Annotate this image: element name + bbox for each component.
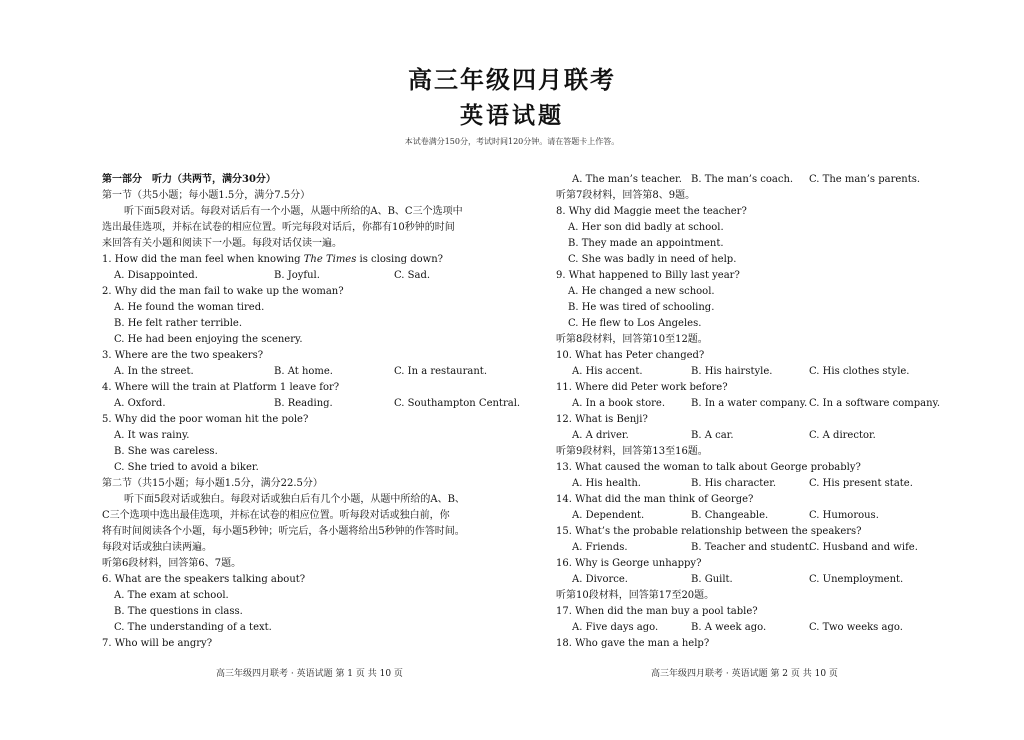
question-15-stem: 15. What’s the probable relationship between the speakers? [556, 526, 862, 537]
option-a: A. Five days ago. [572, 622, 659, 633]
option-b: B. Joyful. [274, 270, 320, 281]
question-7-options [556, 172, 946, 188]
option-c: C. In a software company. [809, 398, 941, 409]
question-2-stem: 2. Why did the man fail to wake up the woman? [102, 286, 344, 297]
option-b: B. He felt rather terrible. [114, 318, 243, 329]
option-b: B. They made an appointment. [568, 238, 724, 249]
exam-title: 高三年级四月联考 [408, 65, 616, 94]
left-column [102, 172, 521, 652]
option-c: C. Southampton Central. [394, 398, 521, 409]
section2-heading: 第二节（共15小题；每小题1.5分，满分22.5分） [102, 478, 323, 489]
option-a: A. In the street. [114, 366, 194, 377]
section1-instruction: 选出最佳选项，并标在试卷的相应位置。听完每段对话后，你都有10秒钟的时间 [102, 222, 455, 233]
question-17-options [556, 620, 946, 636]
option-b: B. He was tired of schooling. [568, 302, 715, 313]
material-6-heading: 听第6段材料，回答第6、7题。 [102, 558, 242, 569]
question-16-stem: 16. Why is George unhappy? [556, 558, 702, 569]
option-a: A. The man’s teacher. [572, 174, 682, 185]
option-b: B. Reading. [274, 398, 333, 409]
option-a: A. He found the woman tired. [114, 302, 265, 313]
right-column [556, 172, 946, 652]
question-8-stem: 8. Why did Maggie meet the teacher? [556, 206, 747, 217]
option-a: A. His health. [572, 478, 641, 489]
option-b: B. A car. [691, 430, 734, 441]
question-14-stem: 14. What did the man think of George? [556, 494, 754, 505]
option-c: C. His clothes style. [809, 366, 910, 377]
question-10-stem: 10. What has Peter changed? [556, 350, 705, 361]
option-a: A. He changed a new school. [568, 286, 715, 297]
question-12-options [556, 428, 946, 444]
option-c: C. Unemployment. [809, 574, 904, 585]
option-a: A. A driver. [572, 430, 629, 441]
question-9-stem: 9. What happened to Billy last year? [556, 270, 740, 281]
option-b: B. The questions in class. [114, 606, 243, 617]
option-a: A. Divorce. [572, 574, 628, 585]
question-3-options [102, 364, 512, 380]
option-c: C. Two weeks ago. [809, 622, 903, 633]
question-1-stem: 1. How did the man feel when knowing The Times is closing down? [102, 254, 443, 265]
question-17-stem: 17. When did the man buy a pool table? [556, 606, 758, 617]
exam-subtitle: 英语试题 [460, 102, 564, 129]
option-b: B. A week ago. [691, 622, 767, 633]
exam-note: 本试卷满分150分，考试时间120分钟。请在答题卡上作答。 [404, 137, 620, 146]
material-8-heading: 听第8段材料，回答第10至12题。 [556, 334, 708, 345]
option-a: A. His accent. [572, 366, 643, 377]
question-3-stem: 3. Where are the two speakers? [102, 350, 264, 361]
option-b: B. Guilt. [691, 574, 733, 585]
option-c: C. His present state. [809, 478, 913, 489]
section1-heading: 第一节（共5小题；每小题1.5分，满分7.5分） [102, 190, 311, 201]
option-b: B. Teacher and student. [691, 542, 812, 553]
section1-instruction: 来回答有关小题和阅读下一小题。每段对话仅读一遍。 [102, 238, 342, 249]
option-b: B. The man’s coach. [691, 174, 794, 185]
option-c: C. He flew to Los Angeles. [568, 318, 702, 329]
option-c: C. Humorous. [809, 510, 879, 521]
option-c: C. The man’s parents. [809, 174, 921, 185]
material-10-heading: 听第10段材料，回答第17至20题。 [556, 590, 715, 601]
question-15-options [556, 540, 946, 556]
section2-instruction: 听下面5段对话或独白。每段对话或独白后有几个小题，从题中所给的A、B、 [124, 494, 465, 505]
option-a: A. In a book store. [572, 398, 666, 409]
option-c: C. Sad. [394, 270, 431, 281]
option-a: A. Oxford. [114, 398, 166, 409]
section2-instruction: C三个选项中选出最佳选项，并标在试卷的相应位置。听每段对话或独白前，你 [102, 510, 450, 521]
question-16-options [556, 572, 946, 588]
option-a: A. It was rainy. [114, 430, 190, 441]
question-10-options [556, 364, 946, 380]
question-13-stem: 13. What caused the woman to talk about George probably? [556, 462, 861, 473]
question-18-stem: 18. Who gave the man a help? [556, 638, 710, 649]
option-b: B. His character. [691, 478, 777, 489]
option-b: B. Changeable. [691, 510, 769, 521]
question-14-options [556, 508, 946, 524]
option-a: A. Dependent. [572, 510, 645, 521]
section1-instruction: 听下面5段对话。每段对话后有一个小题，从题中所给的A、B、C三个选项中 [124, 206, 463, 217]
section2-instruction: 每段对话或独白读两遍。 [102, 542, 212, 553]
option-b: B. In a water company. [691, 398, 808, 409]
option-b: B. At home. [274, 366, 333, 377]
option-c: C. In a restaurant. [394, 366, 487, 377]
page-footer-left: 高三年级四月联考 · 英语试题 第 1 页 共 10 页 [216, 669, 403, 679]
question-4-stem: 4. Where will the train at Platform 1 leave for? [102, 382, 340, 393]
option-c: C. A director. [809, 430, 876, 441]
part-heading: 第一部分 听力（共两节，满分30分） [102, 174, 276, 185]
section2-instruction: 将有时间阅读各个小题，每小题5秒钟；听完后，各小题将给出5秒钟的作答时间。 [102, 526, 465, 537]
question-13-options [556, 476, 946, 492]
question-11-stem: 11. Where did Peter work before? [556, 382, 728, 393]
option-b: B. She was careless. [114, 446, 218, 457]
material-7-heading: 听第7段材料，回答第8、9题。 [556, 190, 696, 201]
question-4-options [102, 396, 521, 412]
option-c: C. Husband and wife. [809, 542, 918, 553]
question-1-options [102, 268, 512, 284]
option-b: B. His hairstyle. [691, 366, 773, 377]
question-12-stem: 12. What is Benji? [556, 414, 648, 425]
option-c: C. She tried to avoid a biker. [114, 462, 259, 473]
option-c: C. The understanding of a text. [114, 622, 272, 633]
option-c: C. She was badly in need of help. [568, 254, 737, 265]
option-a: A. Friends. [572, 542, 628, 553]
option-a: A. Disappointed. [114, 270, 198, 281]
question-11-options [556, 396, 946, 412]
question-6-stem: 6. What are the speakers talking about? [102, 574, 306, 585]
option-c: C. He had been enjoying the scenery. [114, 334, 303, 345]
material-9-heading: 听第9段材料，回答第13至16题。 [556, 446, 708, 457]
option-a: A. The exam at school. [114, 590, 229, 601]
page-footer-right: 高三年级四月联考 · 英语试题 第 2 页 共 10 页 [651, 669, 838, 679]
option-a: A. Her son did badly at school. [568, 222, 724, 233]
question-5-stem: 5. Why did the poor woman hit the pole? [102, 414, 309, 425]
question-7-stem: 7. Who will be angry? [102, 638, 213, 649]
